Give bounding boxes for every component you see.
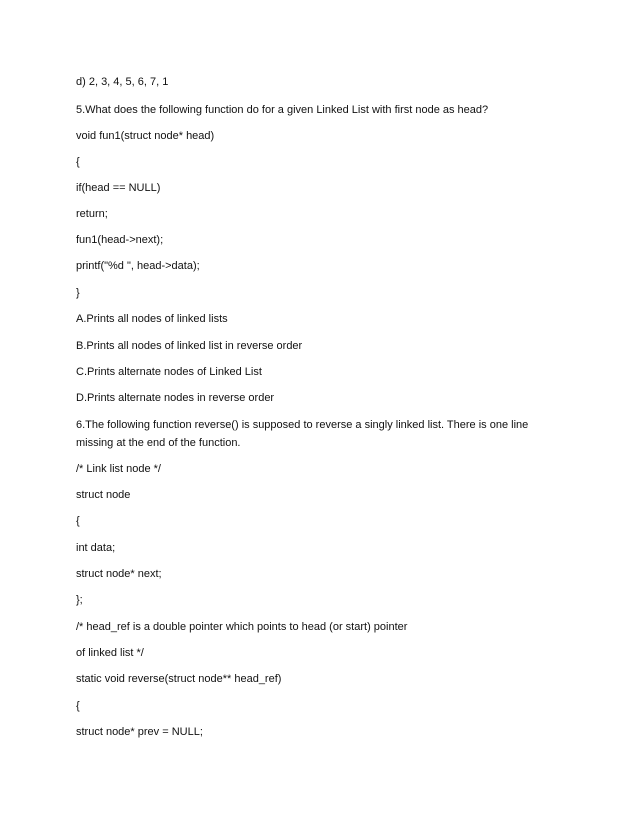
- answer-option-d-previous: d) 2, 3, 4, 5, 6, 7, 1: [76, 76, 169, 88]
- code-line: struct node: [76, 489, 131, 501]
- code-line: return;: [76, 208, 108, 220]
- answer-option-c: C.Prints alternate nodes of Linked List: [76, 366, 262, 378]
- code-line: struct node* next;: [76, 568, 162, 580]
- code-line: void fun1(struct node* head): [76, 130, 215, 142]
- code-line: printf("%d ", head->data);: [76, 260, 200, 272]
- code-line: }: [76, 287, 80, 299]
- code-line: struct node* prev = NULL;: [76, 726, 203, 738]
- code-line: };: [76, 594, 83, 606]
- answer-option-a: A.Prints all nodes of linked lists: [76, 313, 228, 325]
- code-line: static void reverse(struct node** head_ref): [76, 673, 282, 685]
- code-comment: of linked list */: [76, 647, 144, 659]
- code-line: {: [76, 156, 80, 168]
- code-comment: /* Link list node */: [76, 463, 161, 475]
- code-line: int data;: [76, 542, 116, 554]
- code-line: {: [76, 700, 80, 712]
- question-6-text: 6.The following function reverse() is supposed to reverse a singly linked list. There is one line missing at the end of the function.: [76, 419, 529, 449]
- code-line: fun1(head->next);: [76, 234, 164, 246]
- question-5-text: 5.What does the following function do for a given Linked List with first node as head?: [76, 104, 489, 116]
- answer-option-d: D.Prints alternate nodes in reverse order: [76, 392, 275, 404]
- answer-option-b: B.Prints all nodes of linked list in reverse order: [76, 340, 303, 352]
- code-line: {: [76, 515, 80, 527]
- code-comment: /* head_ref is a double pointer which points to head (or start) pointer: [76, 621, 408, 633]
- code-line: if(head == NULL): [76, 182, 161, 194]
